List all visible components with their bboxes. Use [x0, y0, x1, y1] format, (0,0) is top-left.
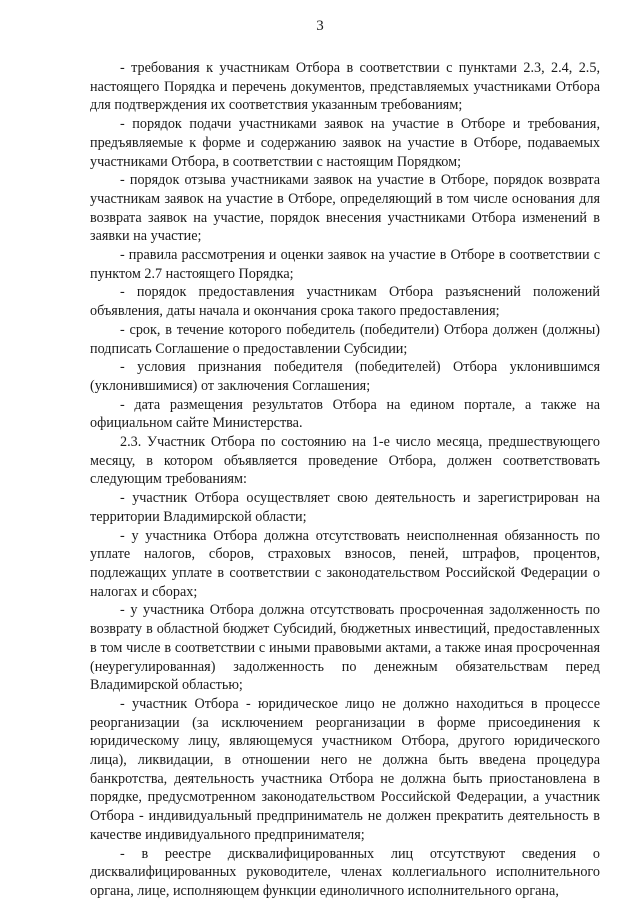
- paragraph: - порядок предоставления участникам Отбора разъяснений положений объявления, даты начала и окончания срока такого предоставления;: [90, 284, 600, 320]
- paragraph: - условия признания победителя (победителей) Отбора уклонившимся (уклонившимися) от заключения Соглашения;: [90, 359, 600, 394]
- document-body: [90, 59, 600, 901]
- paragraph: - срок, в течение которого победитель (победители) Отбора должен (должны) подписать Соглашение о предоставлении Субсидии;: [90, 321, 600, 357]
- paragraph: - в реестре дисквалифицированных лиц отсутствуют сведения о дисквалифицированных руководителе, членах коллегиального исполнительного органа, лице, исполняющем функции единоличного исполнительного органа,: [90, 845, 600, 899]
- paragraph: - порядок подачи участниками заявок на участие в Отборе и требования, предъявляемые к форме и содержанию заявок на участие в Отборе, подаваемых участниками Отбора, в соответствии с настоящим Порядком;: [90, 116, 600, 170]
- paragraph: - участник Отбора осуществляет свою деятельность и зарегистрирован на территории Владимирской области;: [90, 490, 600, 525]
- paragraph: - у участника Отбора должна отсутствовать неисполненная обязанность по уплате налогов, сборов, страховых взносов, пеней, штрафов, процентов, подлежащих уплате в соответствии с законодательством Российской Федерации о налогах и сборах;: [90, 527, 600, 600]
- paragraph: - порядок отзыва участниками заявок на участие в Отборе, порядок возврата участникам заявок на участие в Отборе, определяющий в том числе основания для возврата заявок на участие, порядок внесения участниками Отбора изменений в заявки на участие;: [90, 172, 600, 245]
- section-paragraph: 2.3. Участник Отбора по состоянию на 1-е число месяца, предшествующего месяцу, в котором объявляется проведение Отбора, должен соответствовать следующим требованиям:: [90, 434, 600, 488]
- paragraph: - у участника Отбора должна отсутствовать просроченная задолженность по возврату в областной бюджет Субсидий, бюджетных инвестиций, предоставленных в том числе в соответствии с иными правовыми актами, а также иная просроченная (неурегулированная) задолженность по денежным обязательствам перед Владимирской областью;: [90, 602, 600, 694]
- paragraph: - участник Отбора - юридическое лицо не должно находиться в процессе реорганизации (за исключением реорганизации в форме присоединения к юридическому лицу, являющемуся участником Отбора, другого юридического лица), ликвидации, в отношении него не должна быть введена процедура банкротства, деятельность участника Отбора не должна быть приостановлена в порядке, предусмотренном законодательством Российской Федерации, а участник Отбора - индивидуальный предприниматель не должен прекратить деятельность в качестве индивидуального предпринимателя;: [90, 695, 600, 843]
- paragraph: - дата размещения результатов Отбора на едином портале, а также на официальном сайте Министерства.: [90, 396, 600, 432]
- paragraph: - требования к участникам Отбора в соответствии с пунктами 2.3, 2.4, 2.5, настоящего Порядка и перечень документов, представляемых участниками Отбора для подтверждения их соответствия указанным требованиям;: [90, 60, 600, 114]
- page-number: 3: [316, 18, 324, 34]
- paragraph: - правила рассмотрения и оценки заявок на участие в Отборе в соответствии с пунктом 2.7 настоящего Порядка;: [90, 247, 600, 282]
